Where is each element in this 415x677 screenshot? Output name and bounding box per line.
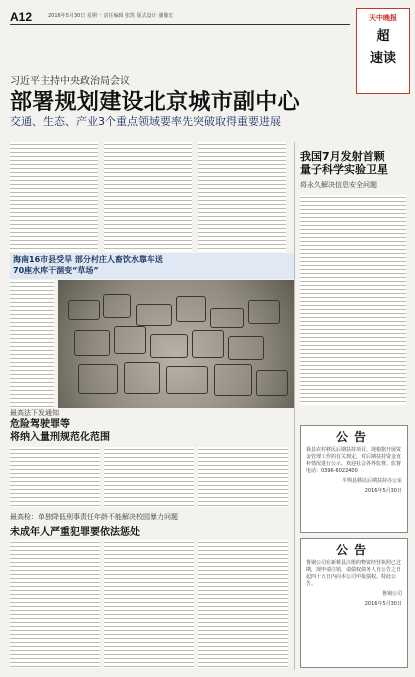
right-story-title-line2: 量子科学实验卫星: [300, 163, 388, 176]
juvenile-story-body-col-3: [198, 540, 288, 668]
notice-1-sign: 平舆县移民后期扶持办公室: [341, 478, 402, 484]
notice-2-body: 鲁钢公司在新蔡县注册的物资经营执照已过期，现申请注销，请债权债务人自公告之日起四十五日内向本公司申报债权。特此公告。: [306, 560, 402, 587]
notice-1: [300, 425, 408, 533]
right-story-title: [300, 150, 388, 176]
right-story-subtitle: 将永久解决信息安全问题: [300, 181, 377, 189]
notice-2-date: 2016年5月30日: [364, 601, 402, 607]
court-story-title-line1: 危险驾驶罪等: [10, 419, 70, 430]
court-story-title: [10, 418, 110, 444]
lead-subhead: 交通、生态、产业3个重点领域要率先突破取得重要进展: [10, 115, 281, 128]
lead-body-col-3: [198, 142, 286, 252]
court-story-body-col-1: [10, 447, 100, 507]
photo-caption: [10, 253, 294, 279]
drought-photo: [58, 280, 294, 408]
juvenile-story-body-col-1: [10, 540, 100, 668]
notice-2-title: 公告: [335, 543, 372, 557]
notice-2: [300, 538, 408, 668]
brand-name: 天中晚报: [369, 14, 397, 22]
juvenile-story-body-col-2: [104, 540, 194, 668]
notice-1-title: 公告: [335, 430, 372, 444]
photo-caption-line1: 海南16市县受旱 部分村庄人畜饮水靠车送: [13, 255, 163, 264]
lead-body-col-1: [10, 142, 98, 252]
photo-caption-line2: 70座水库干涸变“草场”: [13, 266, 99, 275]
court-story-body-col-3: [198, 447, 288, 507]
right-story-body: [300, 195, 406, 405]
header-meta: 2016年5月30日 星期一 责任编辑 张凯 版式设计 潘豫宏: [48, 13, 174, 19]
lead-headline: 部署规划建设北京城市副中心: [10, 90, 300, 115]
badge-line2: 速读: [369, 51, 396, 66]
photo-story-body: [10, 280, 54, 408]
court-story-title-line2: 将纳入量刑规范化范围: [10, 432, 110, 443]
juvenile-story-title: 未成年人严重犯罪要依法惩处: [10, 527, 140, 538]
juvenile-story-kicker: 最高检：单独降低刑事责任年龄不能解决校园暴力问题: [10, 513, 178, 521]
right-story-title-line1: 我国7月发射首颗: [300, 150, 385, 163]
page-number: A12: [10, 10, 33, 24]
brand-badge: [356, 8, 410, 94]
notice-1-body: 我县农村移民后期扶持项目，现根据开展资金管理工作的有关规定，对后期扶持资金直补情况进行公示，欢迎社会各界监督。监督电话：0396-6022400: [306, 447, 402, 474]
notice-1-date: 2016年5月30日: [364, 488, 402, 494]
header-rule: [10, 24, 350, 25]
lead-body-col-2: [104, 142, 192, 252]
badge-line1: 超: [376, 29, 390, 44]
column-divider: [294, 142, 295, 670]
notice-2-sign: 鲁钢公司: [381, 591, 402, 597]
court-story-kicker: 最高法下发通知: [10, 409, 59, 417]
court-story-body-col-2: [104, 447, 194, 507]
lead-kicker: 习近平主持中央政治局会议: [10, 76, 130, 87]
